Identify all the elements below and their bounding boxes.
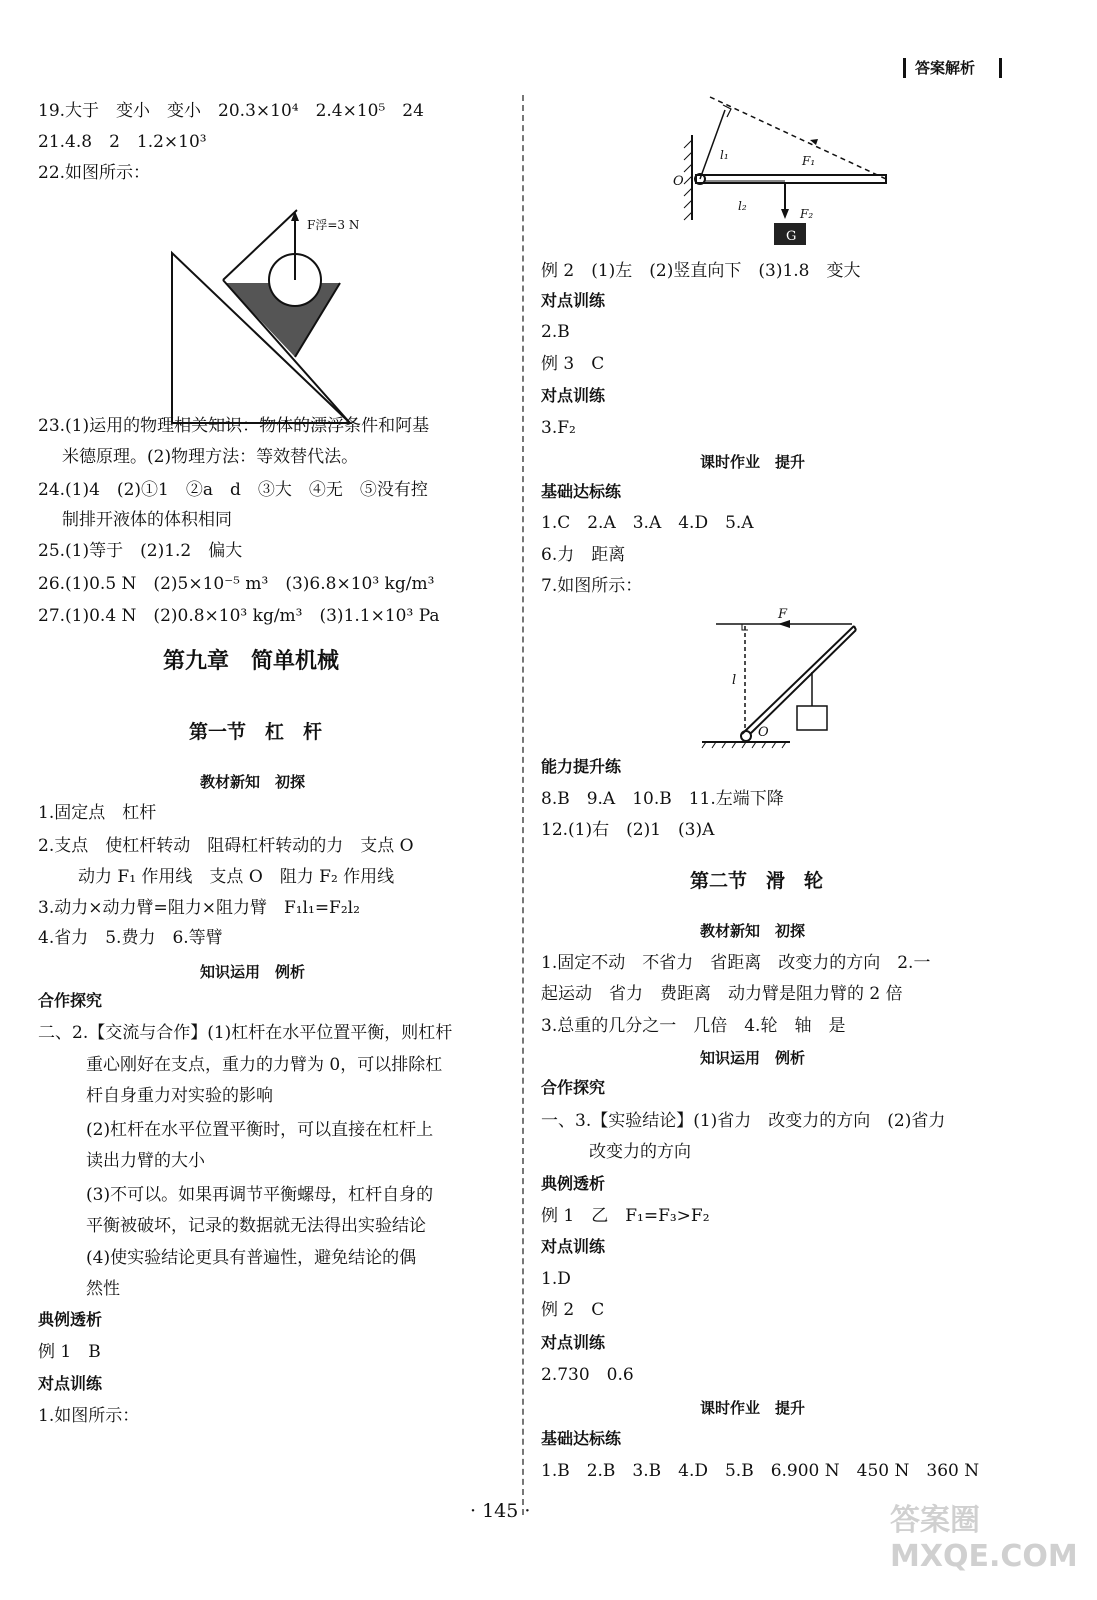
r-example-2: 例 2 (1)左 (2)竖直向下 (3)1.8 变大 [541, 261, 861, 281]
pulley-line-2: 起运动 省力 费距离 动力臂是阻力臂的 2 倍 [541, 984, 903, 1004]
pulley-conclusion-1: 一、3.【实验结论】(1)省力 改变力的方向 (2)省力 [541, 1111, 946, 1131]
fig3-O: O [758, 725, 769, 740]
heading-examples: 典例透析 [38, 1310, 103, 1329]
answer-25: 25.(1)等于 (2)1.2 偏大 [38, 541, 243, 561]
fig2-G: G [786, 229, 797, 244]
explore-line-3: 杆自身重力对实验的影响 [86, 1086, 273, 1106]
r-heading-basic: 基础达标练 [541, 482, 622, 501]
answer-24b: 制排开液体的体积相同 [62, 510, 232, 530]
lever-item-4: 4.省力 5.费力 6.等臂 [38, 928, 223, 948]
explore-line-1: 二、2.【交流与合作】(1)杠杆在水平位置平衡，则杠杆 [38, 1023, 453, 1043]
fig2-l2: l₂ [738, 199, 747, 213]
r-heading-homework-2: 课时作业 提升 [700, 1399, 806, 1417]
explore-line-7: 平衡被破坏，记录的数据就无法得出实验结论 [86, 1216, 426, 1236]
lever-item-1: 1.固定点 杠杆 [38, 803, 157, 823]
r-pulley-example-1: 例 1 乙 F₁=F₃>F₂ [541, 1206, 710, 1226]
answer-23a: 23.(1)运用的物理相关知识：物体的漂浮条件和阿基 [38, 416, 430, 436]
heading-cooperation: 合作探究 [38, 991, 103, 1010]
buoyancy-label: F浮=3 N [307, 218, 360, 232]
r-answer-7: 7.如图所示： [541, 576, 643, 596]
r-answers-1-5: 1.C 2.A 3.A 4.D 5.A [541, 513, 754, 533]
fig2-F2: F₂ [800, 207, 814, 221]
fig3-l: l [732, 673, 737, 688]
r-heading-practice-1: 对点训练 [541, 291, 606, 310]
r-answer-3: 3.F₂ [541, 418, 576, 438]
answer-21: 21.4.8 2 1.2×10³ [38, 132, 207, 152]
chapter-title: 第九章 简单机械 [163, 649, 340, 674]
column-divider [522, 95, 524, 1515]
heading-practice: 对点训练 [38, 1374, 103, 1393]
subheading-new-knowledge: 教材新知 初探 [200, 773, 306, 791]
r-heading-practice-4: 对点训练 [541, 1333, 606, 1352]
pulley-conclusion-2: 改变力的方向 [589, 1142, 691, 1162]
lever-item-2b: 动力 F₁ 作用线 支点 O 阻力 F₂ 作用线 [78, 867, 395, 887]
r-pulley-example-2: 例 2 C [541, 1300, 605, 1320]
answer-23b: 米德原理。(2)物理方法：等效替代法。 [62, 447, 359, 467]
explore-line-5: 读出力臂的大小 [86, 1151, 205, 1171]
r-subheading-new-knowledge: 教材新知 初探 [700, 922, 806, 940]
practice-1: 1.如图所示： [38, 1406, 140, 1426]
explore-line-4: (2)杠杆在水平位置平衡时，可以直接在杠杆上 [86, 1120, 434, 1140]
r-heading-homework: 课时作业 提升 [700, 453, 806, 471]
r-heading-cooperation: 合作探究 [541, 1078, 606, 1097]
r-heading-ability: 能力提升练 [541, 757, 622, 776]
buoyancy-figure [165, 205, 355, 425]
r-example-3: 例 3 C [541, 354, 605, 374]
r-pulley-answers-last: 1.B 2.B 3.B 4.D 5.B 6.900 N 450 N 360 N [541, 1461, 980, 1481]
lever-wall-figure [670, 95, 900, 250]
r-answer-6: 6.力 距离 [541, 545, 626, 565]
answer-27: 27.(1)0.4 N (2)0.8×10³ kg/m³ (3)1.1×10³ Pa [38, 606, 440, 626]
r-heading-practice-3: 对点训练 [541, 1237, 606, 1256]
r-answer-2: 2.B [541, 322, 570, 342]
explore-line-8: (4)使实验结论更具有普遍性，避免结论的偶 [86, 1248, 417, 1268]
r-pulley-answer-1: 1.D [541, 1269, 571, 1289]
page-number: · 145 · [470, 1500, 531, 1522]
lever-item-2a: 2.支点 使杠杆转动 阻碍杠杆转动的力 支点 O [38, 836, 414, 856]
answer-24a: 24.(1)4 (2)①1 ②a d ③大 ④无 ⑤没有控 [38, 480, 428, 500]
r-heading-practice-2: 对点训练 [541, 386, 606, 405]
r-pulley-answer-2: 2.730 0.6 [541, 1365, 634, 1385]
answer-19: 19.大于 变小 变小 20.3×10⁴ 2.4×10⁵ 24 [38, 101, 424, 121]
fig3-F: F [778, 607, 788, 622]
explore-line-9: 然性 [86, 1279, 120, 1299]
section-title-pulley: 第二节 滑 轮 [690, 870, 824, 892]
header-label: 答案解析 [903, 56, 1003, 80]
pulley-line-1: 1.固定不动 不省力 省距离 改变力的方向 2.一 [541, 953, 931, 973]
pulley-line-3: 3.总重的几分之一 几倍 4.轮 轴 是 [541, 1016, 846, 1036]
example-1: 例 1 B [38, 1342, 101, 1362]
answer-26: 26.(1)0.5 N (2)5×10⁻⁵ m³ (3)6.8×10³ kg/m³ [38, 574, 435, 594]
fig2-F1: F₁ [802, 154, 816, 168]
explore-line-2: 重心刚好在支点，重力的力臂为 0，可以排除杠 [86, 1055, 443, 1075]
subheading-application: 知识运用 例析 [200, 963, 306, 981]
fig2-l1: l₁ [720, 148, 729, 162]
explore-line-6: (3)不可以。如果再调节平衡螺母，杠杆自身的 [86, 1185, 434, 1205]
r-heading-basic-2: 基础达标练 [541, 1429, 622, 1448]
r-heading-examples: 典例透析 [541, 1174, 606, 1193]
r-subheading-application: 知识运用 例析 [700, 1049, 806, 1067]
r-answer-12: 12.(1)右 (2)1 (3)A [541, 820, 715, 840]
section-title-lever: 第一节 杠 杆 [189, 721, 323, 743]
fig2-O: O [673, 174, 684, 189]
lever-item-3: 3.动力×动力臂=阻力×阻力臂 F₁l₁=F₂l₂ [38, 898, 360, 918]
r-answers-8-11: 8.B 9.A 10.B 11.左端下降 [541, 789, 784, 809]
watermark: 答案圈 MXQE.COM [890, 1503, 1078, 1574]
answer-22: 22.如图所示： [38, 163, 151, 183]
